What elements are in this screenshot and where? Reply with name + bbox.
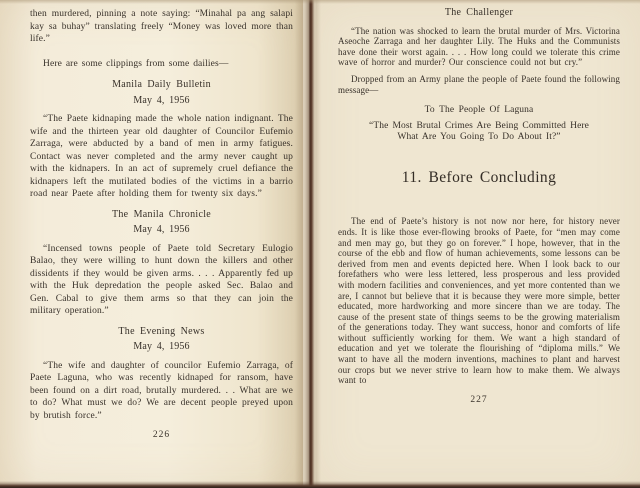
clipping-text-1: “The Paete kidnaping made the whole nation indignant. The wife and the thirteen year old daughter of Councilor Eufemio Zarraga, were abducted by a band of men in army fatigues. Contact was never completed and the army never caught up with the kidnapers. In an act of supremely cruel defiance the kidnapers left the mutilated bodies of the victims in a barrio road near Paete after holding them for twenty six days.”	[30, 114, 293, 199]
chapter-body-paragraph: The end of Paete’s history is not now nor here, for history never ends. It is like those ever-flowing brooks of Paete, for “men may come and men may go, but they go on forever.” I hope, however, that in the course of the ebb and flow of human achievements, some lessons can be derived from men and events depicted here. When I look back to our forefathers who were less lettered, less prosperous and less provided with modern facilities and conveniences, and yet more contented than we are, I cannot but believe that it is because they were more simple, better educated, more hardworking and more sincere than we are today. The cause of the present state of things seems to be the growing materialism of the generations today. They want success, honor and comforts of life without sufficiently working for them. We want a high standard of education and yet we tolerate the flourishing of “diploma mills.” We want to have all the modern inventions, machines to plant and harvest our crops but we never strive to learn how to make them. We always want to	[338, 216, 620, 386]
clipping-date-3: May 4, 1956	[133, 341, 190, 352]
scan-edge-bottom	[0, 481, 640, 488]
clipping-source-2: The Manila Chronicle	[111, 208, 212, 220]
clipping-source-3: The Evening News	[118, 325, 205, 337]
page-right	[316, 0, 640, 488]
dropped-message-paragraph: Dropped from an Army plane the people of Paete found the following message—	[338, 73, 620, 95]
page-left	[0, 0, 303, 488]
message-line-2: What Are You Going To Do About It?”	[397, 131, 561, 142]
page-number-left: 226	[152, 430, 171, 440]
clipping-date-2: May 4, 1956	[133, 224, 190, 235]
opening-paragraph: then murdered, pinning a note saying: “Minahal pa ang salapi kay sa buhay” translating freely “Money was loved more than life.”	[30, 9, 293, 44]
scan-edge-top	[0, 0, 640, 4]
message-line-1: “The Most Brutal Crimes Are Being Committed Here	[369, 120, 589, 131]
message-body	[338, 121, 620, 143]
challenger-quote: “The nation was shocked to learn the brutal murder of Mrs. Victorina Aseoche Zarraga and her daughter Lily. The Huks and the Communists have done their worst again. . . . How long could we tolerate this crime wave of horror and murder? Our conscience could not but cry.”	[338, 25, 620, 68]
book-gutter	[295, 0, 321, 488]
message-salutation: To The People Of Laguna	[424, 105, 534, 116]
clipping-source-1: Manila Daily Bulletin	[112, 79, 211, 90]
clipping-text-2: “Incensed towns people of Paete told Secretary Eulogio Balao, they were willing to hunt down the killers and other dissidents if they would be given arms. . . . Apparently fed up with the Huk depredation the people asked Sec. Balao and Gen. Cabal to give them arms so that they can join the military operation.”	[30, 243, 293, 316]
clipping-text-3: “The wife and daughter of councilor Eufemio Zarraga, of Paete Laguna, who was recently kidnaped for ransom, have been found on a dirt road, brutally murdered. . . What are we to do? What must we do? We are decent people preyed upon by brutish force.”	[30, 360, 293, 421]
section-heading-challenger: The Challenger	[444, 7, 514, 18]
chapter-heading: 11. Before Concluding	[401, 168, 557, 186]
clippings-intro: Here are some clippings from some dailies—	[43, 58, 229, 69]
page-number-right: 227	[470, 394, 488, 405]
clipping-date-1: May 4, 1956	[133, 94, 190, 106]
